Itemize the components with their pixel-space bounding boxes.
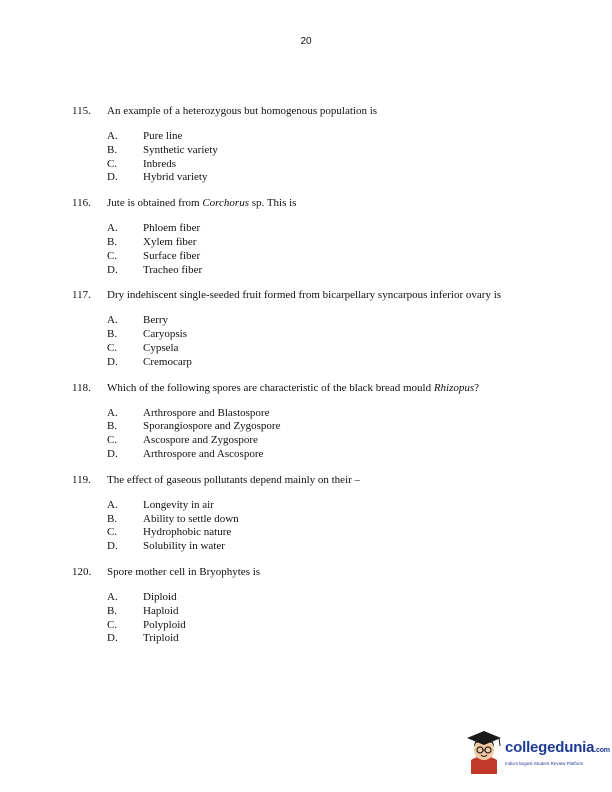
option-text: Hydrophobic nature	[143, 526, 232, 539]
option-text: Caryopsis	[143, 328, 187, 341]
option-letter: D.	[107, 263, 118, 276]
brand-name	[505, 739, 610, 759]
graduate-mascot-icon	[466, 730, 502, 774]
question-118	[72, 381, 552, 462]
option-letter: C.	[107, 157, 118, 170]
page-number: 20	[300, 36, 312, 47]
option-text: Ability to settle down	[143, 512, 239, 525]
option-c	[107, 250, 552, 264]
option-letter: C.	[107, 618, 118, 631]
option-text: Phloem fiber	[143, 222, 201, 235]
option-text: Berry	[143, 314, 169, 327]
option-text: Cremocarp	[143, 355, 192, 368]
option-c	[107, 158, 552, 172]
option-letter: B.	[107, 604, 118, 617]
collegedunia-logo[interactable]	[466, 728, 610, 776]
option-text: Longevity in air	[143, 498, 214, 511]
question-119	[72, 473, 552, 554]
option-list	[107, 499, 552, 554]
question-120	[72, 565, 552, 646]
option-letter: A.	[107, 498, 118, 511]
option-d	[107, 448, 552, 462]
option-text: Surface fiber	[143, 249, 201, 262]
option-d	[107, 632, 552, 646]
question-number: 118.	[72, 381, 91, 394]
question-text	[107, 381, 552, 395]
option-text: Haploid	[143, 604, 179, 617]
option-text: Cypsela	[143, 341, 179, 354]
option-list	[107, 222, 552, 277]
option-text: Xylem fiber	[143, 235, 197, 248]
question-number: 115.	[72, 105, 91, 117]
option-letter: A.	[107, 314, 118, 327]
question-text-start: Which of the following spores are characteristic of the black bread mould	[107, 381, 434, 394]
option-d	[107, 264, 552, 278]
option-list	[107, 591, 552, 646]
option-c	[107, 526, 552, 540]
option-text: Inbreds	[143, 157, 176, 170]
option-letter: B.	[107, 143, 118, 156]
option-a	[107, 499, 552, 513]
option-text: Arthrospore and Ascospore	[143, 447, 264, 460]
question-text: Spore mother cell in Bryophytes is	[107, 565, 261, 578]
brand-word: collegedunia	[505, 738, 595, 756]
option-text: Sporangiospore and Zygospore	[143, 420, 281, 433]
question-text-end: ?	[474, 381, 480, 394]
option-text: Pure line	[143, 130, 183, 142]
option-b	[107, 513, 552, 527]
question-text: Dry indehiscent single-seeded fruit formed from bicarpellary syncarpous inferior ovary is	[107, 289, 502, 302]
option-text: Ascospore and Zygospore	[143, 434, 258, 447]
option-letter: C.	[107, 526, 118, 539]
option-a	[107, 222, 552, 236]
option-letter: B.	[107, 420, 118, 433]
option-letter: D.	[107, 540, 118, 553]
question-text	[107, 196, 552, 210]
question-number: 116.	[72, 197, 91, 210]
question-text-start: Jute is obtained from	[107, 197, 203, 210]
question-116	[72, 196, 552, 277]
option-text: Triploid	[143, 632, 179, 645]
option-letter: D.	[107, 447, 118, 460]
genus-name: Rhizopus	[433, 381, 475, 394]
option-text: Diploid	[143, 590, 177, 603]
option-letter: D.	[107, 632, 118, 645]
option-list	[107, 407, 552, 462]
option-c	[107, 342, 552, 356]
option-letter: C.	[107, 249, 118, 262]
option-text: Arthrospore and Blastospore	[143, 406, 270, 419]
question-number: 120.	[72, 565, 92, 578]
option-b	[107, 605, 552, 619]
question-number: 117.	[72, 289, 91, 302]
option-c	[107, 434, 552, 448]
option-a	[107, 130, 552, 144]
option-d	[107, 171, 552, 185]
question-text: An example of a heterozygous but homogenous population is	[107, 105, 378, 117]
logo-text	[505, 739, 610, 766]
option-text: Hybrid variety	[143, 171, 208, 184]
option-b	[107, 236, 552, 250]
genus-name: Corchorus	[202, 197, 249, 210]
question-list	[72, 104, 552, 657]
option-text: Solubility in water	[143, 540, 225, 553]
option-text: Tracheo fiber	[143, 263, 203, 276]
option-letter: A.	[107, 406, 118, 419]
option-letter: A.	[107, 222, 118, 235]
question-115	[72, 104, 552, 185]
option-b	[107, 328, 552, 342]
option-text: Synthetic variety	[143, 143, 218, 156]
option-letter: A.	[107, 590, 118, 603]
brand-tagline: India's largest Student Review Platform	[505, 760, 584, 766]
question-117	[72, 288, 552, 369]
brand-suffix: .com	[594, 746, 610, 754]
option-d	[107, 540, 552, 554]
option-d	[107, 356, 552, 370]
option-letter: D.	[107, 171, 118, 184]
option-b	[107, 144, 552, 158]
option-letter: B.	[107, 328, 118, 341]
option-list	[107, 130, 552, 185]
question-text: The effect of gaseous pollutants depend mainly on their –	[107, 473, 361, 486]
option-a	[107, 407, 552, 421]
option-letter: A.	[107, 130, 118, 142]
option-letter: B.	[107, 512, 118, 525]
option-a	[107, 591, 552, 605]
question-number: 119.	[72, 473, 91, 486]
option-letter: C.	[107, 341, 118, 354]
option-c	[107, 619, 552, 633]
option-b	[107, 420, 552, 434]
option-list	[107, 314, 552, 369]
question-text-end: sp. This is	[248, 197, 297, 210]
option-letter: D.	[107, 355, 118, 368]
option-letter: B.	[107, 235, 118, 248]
option-letter: C.	[107, 434, 118, 447]
option-a	[107, 314, 552, 328]
option-text: Polyploid	[143, 618, 186, 631]
